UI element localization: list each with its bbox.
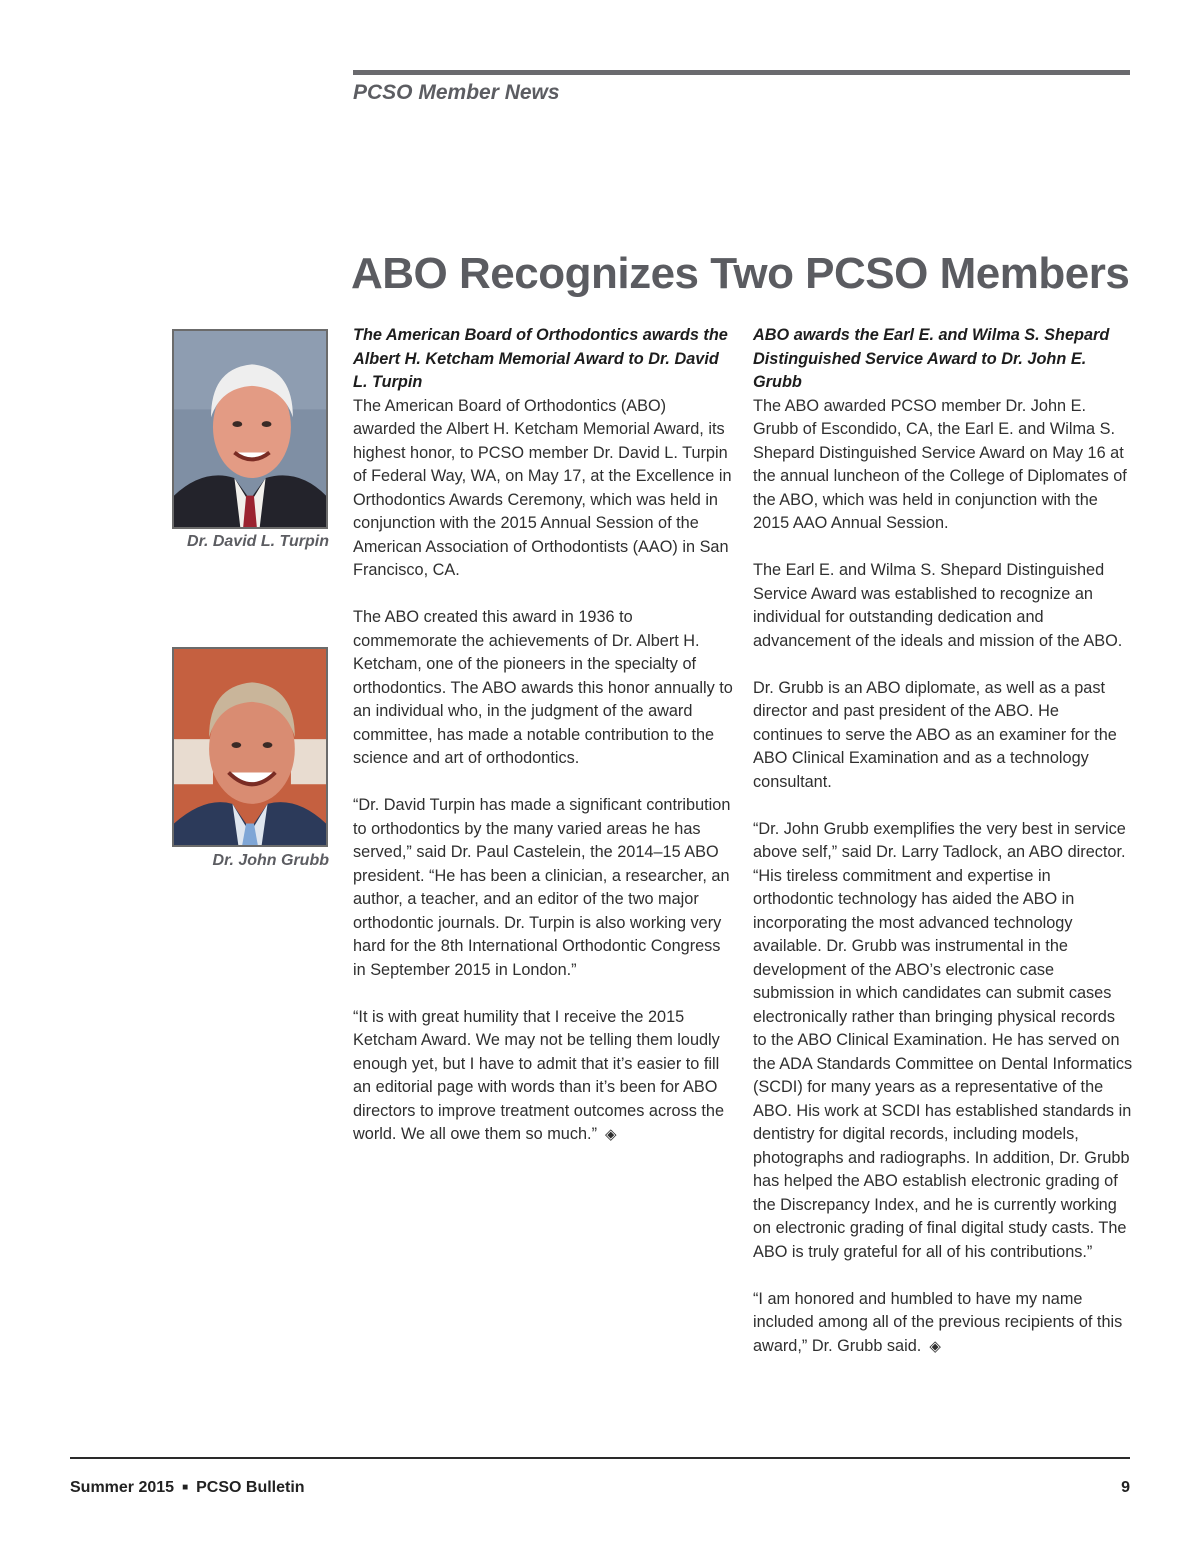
- paragraph-last: [353, 1006, 733, 1147]
- section-label: PCSO Member News: [353, 81, 560, 104]
- article-headline: ABO Recognizes Two PCSO Members: [351, 249, 1130, 298]
- grubb-caption: Dr. John Grubb: [212, 852, 329, 869]
- grubb-portrait-icon: [174, 649, 326, 845]
- footer-publication: PCSO Bulletin: [196, 1479, 305, 1496]
- footer-issue-line: [70, 1479, 305, 1497]
- turpin-portrait-icon: [174, 331, 326, 527]
- paragraph: The ABO awarded PCSO member Dr. John E. Grubb of Escondido, CA, the Earl E. and Wilma S. Shepard Distinguished Service Award on May 16 at the annual luncheon of the College of Diplomates of the ABO, which was held in conjunction with the 2015 AAO Annual Session.: [753, 396, 1127, 532]
- paragraph-text: “It is with great humility that I receive the 2015 Ketcham Award. We may not be telling them loudly enough yet, but I have to admit that it’s easier to fill an editorial page with words than it’s been for ABO directors to improve treatment outcomes across the world. We all owe them so much.”: [353, 1007, 725, 1143]
- header-rule: [353, 70, 1130, 75]
- turpin-subheading: The American Board of Orthodontics awards the Albert H. Ketcham Memorial Award to Dr. David L. Turpin: [353, 326, 728, 391]
- end-mark-icon: ◈: [605, 1126, 617, 1143]
- page-number: 9: [1121, 1479, 1130, 1496]
- end-mark-icon: ◈: [929, 1337, 941, 1355]
- paragraph: “Dr. David Turpin has made a significant contribution to orthodontics by the many varied areas he has served,” said Dr. Paul Castelein, the 2014–15 ABO president. “He has been a clinician, a researcher, an author, a teacher, and an editor of the two major orthodontic journals. Dr. Turpin is also working very hard for the 8th International Orthodontic Congress in September 2015 in London.”: [353, 796, 731, 979]
- paragraph-text: “I am honored and humbled to have my name included among all of the previous recipients of this award,” Dr. Grubb said.: [753, 1289, 1123, 1355]
- footer-issue: Summer 2015: [70, 1479, 175, 1496]
- paragraph: The ABO created this award in 1936 to commemorate the achievements of Dr. Albert H. Ketcham, one of the pioneers in the specialty of orthodontics. The ABO awards this honor annually to an individual who, in the judgment of the award committee, has made a notable contribution to the science and art of orthodontics.: [353, 608, 733, 767]
- left-article-column: [353, 324, 733, 1170]
- paragraph: Dr. Grubb is an ABO diplomate, as well as a past director and past president of the ABO. He continues to serve the ABO as an examiner for the ABO Clinical Examination and as a technology consultant.: [753, 678, 1117, 791]
- turpin-caption: Dr. David L. Turpin: [187, 533, 329, 550]
- turpin-photo: [172, 329, 328, 529]
- grubb-subheading: ABO awards the Earl E. and Wilma S. Shepard Distinguished Service Award to Dr. John E. Grubb: [753, 326, 1110, 391]
- footer-separator: ■: [182, 1482, 189, 1493]
- right-article-column: [753, 324, 1133, 1382]
- paragraph: The Earl E. and Wilma S. Shepard Distinguished Service Award was established to recognize an individual for outstanding dedication and advancement of the ideals and mission of the ABO.: [753, 561, 1123, 650]
- paragraph: The American Board of Orthodontics (ABO) awarded the Albert H. Ketcham Memorial Award, its highest honor, to PCSO member Dr. David L. Turpin of Federal Way, WA, on May 17, at the Excellence in Orthodontics Awards Ceremony, which was held in conjunction with the 2015 Annual Session of the American Association of Orthodontists (AAO) in San Francisco, CA.: [353, 396, 732, 579]
- grubb-photo: [172, 647, 328, 847]
- paragraph-last: [753, 1288, 1133, 1359]
- footer-rule: [70, 1457, 1130, 1459]
- paragraph: “Dr. John Grubb exemplifies the very best in service above self,” said Dr. Larry Tadlock, an ABO director. “His tireless commitment and expertise in orthodontic technology has aided the ABO in incorporating the most advanced technology available. Dr. Grubb was instrumental in the development of the ABO’s electronic case submission in which candidates can submit cases electronically rather than bringing physical records to the ABO Clinical Examination. He has served on the ADA Standards Committee on Dental Informatics (SCDI) for many years as a representative of the ABO. His work at SCDI has established standards in dentistry for digital records, including models, photographs and radiographs. In addition, Dr. Grubb has helped the ABO establish electronic grading of the Discrepancy Index, and he is currently working on electronic grading of final digital study casts. The ABO is truly grateful for all of his contributions.”: [753, 819, 1133, 1261]
